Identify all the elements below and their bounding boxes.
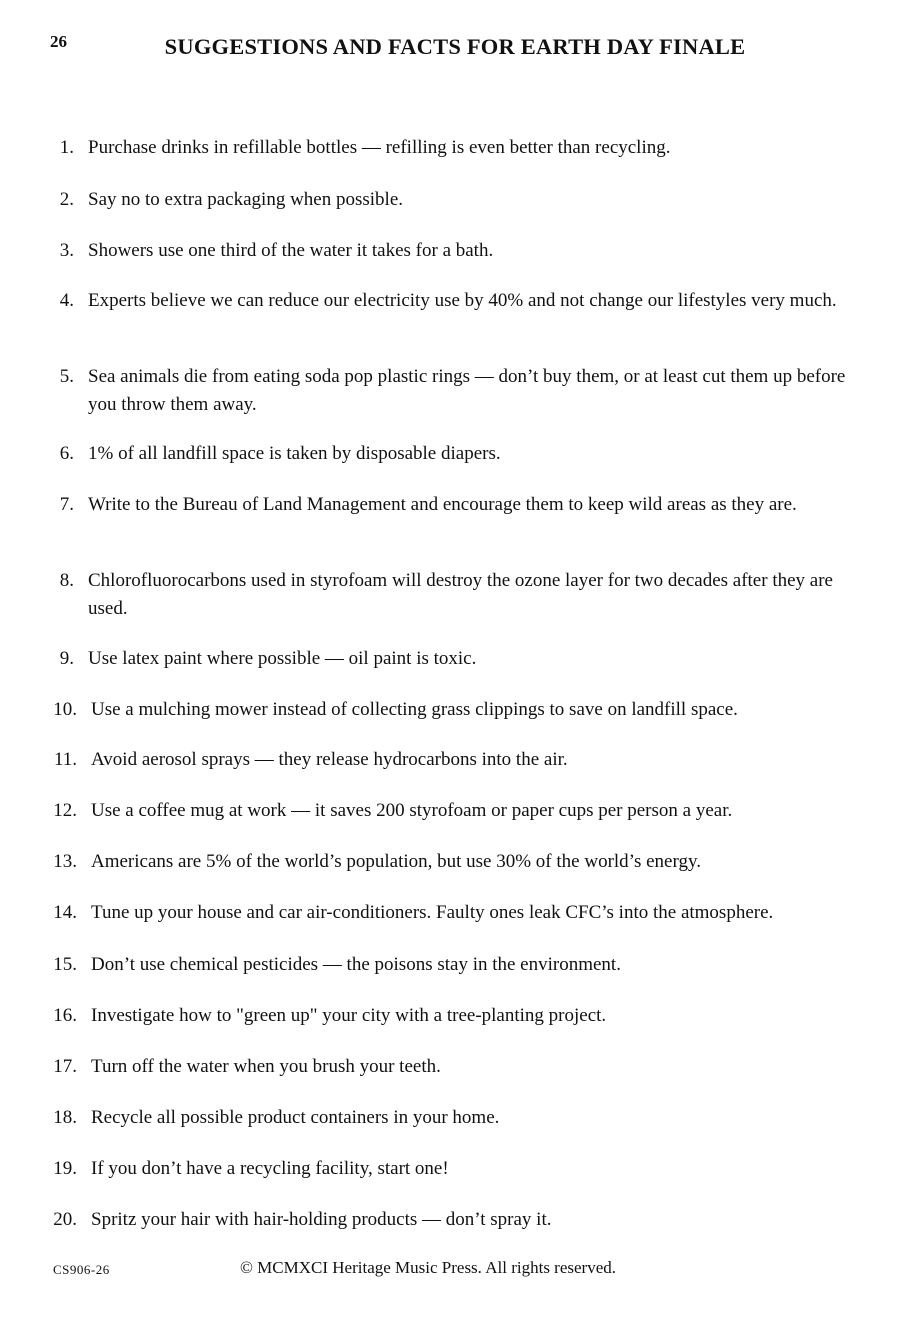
page-number: 26 xyxy=(50,32,67,51)
list-item-text: Use latex paint where possible — oil paint is toxic. xyxy=(88,648,477,669)
list-item-number: 5. xyxy=(59,366,74,387)
list-item-text: If you don’t have a recycling facility, start one! xyxy=(91,1158,449,1179)
list-item-text: Spritz your hair with hair-holding products — don’t spray it. xyxy=(91,1209,552,1230)
list-item-number: 6. xyxy=(59,443,74,464)
list-item-text: Avoid aerosol sprays — they release hydrocarbons into the air. xyxy=(91,749,568,770)
list-item-text: Don’t use chemical pesticides — the poisons stay in the environment. xyxy=(91,954,621,975)
list-item-number: 10. xyxy=(53,699,77,720)
list-item-number: 1. xyxy=(59,137,74,158)
list-item-number: 7. xyxy=(59,494,74,515)
list-item-number: 11. xyxy=(53,749,77,770)
list-item-text: 1% of all landfill space is taken by disposable diapers. xyxy=(88,443,501,464)
list-item-text: Use a coffee mug at work — it saves 200 styrofoam or paper cups per person a year. xyxy=(91,800,733,821)
list-item-number: 14. xyxy=(53,902,77,923)
list-item-number: 15. xyxy=(53,954,77,975)
page-title: SUGGESTIONS AND FACTS FOR EARTH DAY FINALE xyxy=(164,34,746,59)
list-item-number: 19. xyxy=(53,1158,77,1179)
list-item-number: 2. xyxy=(59,189,74,210)
list-item-number: 20. xyxy=(53,1209,77,1230)
list-item-number: 17. xyxy=(53,1056,77,1077)
list-item-text: Sea animals die from eating soda pop plastic rings — don’t buy them, or at least cut them up before you throw them away. xyxy=(88,366,846,415)
list-item-text: Experts believe we can reduce our electricity use by 40% and not change our lifestyles very much. xyxy=(88,290,837,311)
list-item-number: 4. xyxy=(59,290,74,311)
list-item-number: 12. xyxy=(53,800,77,821)
list-item-number: 13. xyxy=(53,851,77,872)
list-item-text: Use a mulching mower instead of collecting grass clippings to save on landfill space. xyxy=(91,699,738,720)
list-item-text: Purchase drinks in refillable bottles — refilling is even better than recycling. xyxy=(88,137,671,158)
list-item-text: Tune up your house and car air-conditioners. Faulty ones leak CFC’s into the atmosphere. xyxy=(91,902,774,923)
catalog-code: CS906-26 xyxy=(53,1262,110,1277)
list-item-text: Showers use one third of the water it takes for a bath. xyxy=(88,240,494,261)
list-item-text: Write to the Bureau of Land Management and encourage them to keep wild areas as they are. xyxy=(88,494,797,515)
list-item-number: 18. xyxy=(53,1107,77,1128)
list-item-text: Americans are 5% of the world’s population, but use 30% of the world’s energy. xyxy=(91,851,701,872)
list-item-text: Turn off the water when you brush your teeth. xyxy=(91,1056,441,1077)
copyright-notice: © MCMXCI Heritage Music Press. All rights reserved. xyxy=(240,1258,617,1277)
list-item-text: Chlorofluorocarbons used in styrofoam will destroy the ozone layer for two decades after they are used. xyxy=(88,570,833,619)
list-item-text: Investigate how to "green up" your city with a tree-planting project. xyxy=(91,1005,607,1026)
list-item-text: Say no to extra packaging when possible. xyxy=(88,189,404,210)
list-item-number: 8. xyxy=(59,570,74,591)
list-item-number: 3. xyxy=(59,240,74,261)
list-item-number: 16. xyxy=(53,1005,77,1026)
list-item-text: Recycle all possible product containers in your home. xyxy=(91,1107,500,1128)
list-item-number: 9. xyxy=(59,648,74,669)
